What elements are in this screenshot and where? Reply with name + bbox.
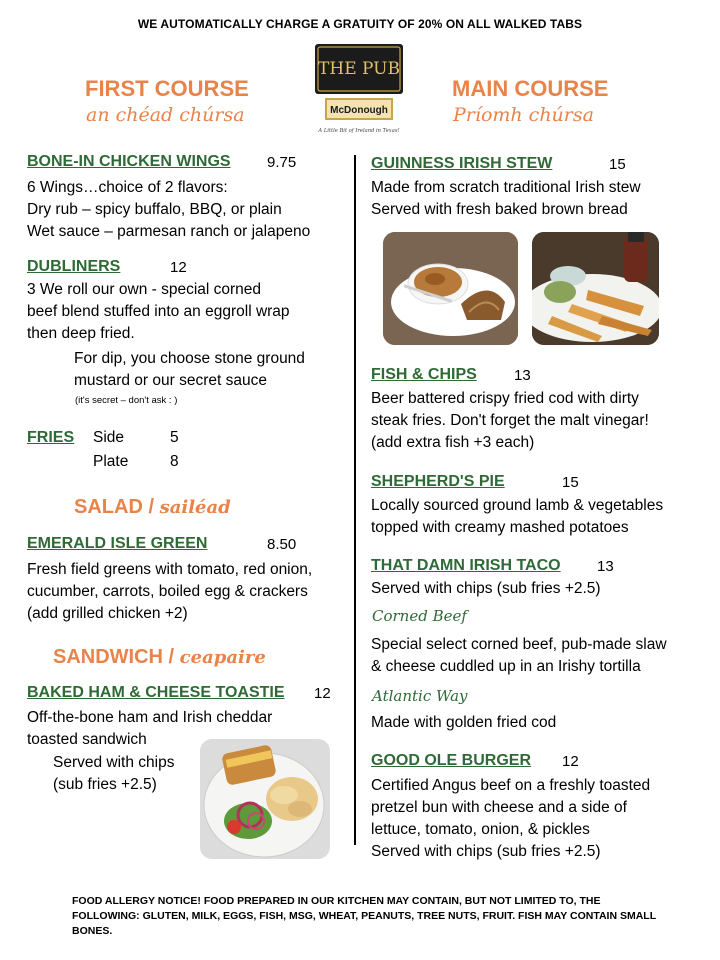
emerald-line: (add grilled chicken +2) bbox=[27, 605, 188, 622]
salad-subtitle: sailéad bbox=[159, 497, 231, 518]
toastie-title: BAKED HAM & CHEESE TOASTIE bbox=[27, 684, 285, 701]
burger-title: GOOD OLE BURGER bbox=[371, 752, 532, 769]
toastie-served-line: Served with chips bbox=[53, 754, 175, 771]
main-course-title: MAIN COURSE bbox=[452, 76, 609, 101]
shepherd-price: 15 bbox=[562, 474, 579, 491]
taco-corned-beef-description bbox=[371, 634, 716, 678]
burger-line: lettuce, tomato, onion, & pickles bbox=[371, 821, 590, 838]
fish-title: FISH & CHIPS bbox=[371, 366, 477, 383]
taco-option-atlantic-way: Atlantic Way bbox=[372, 687, 468, 705]
dip-line: For dip, you choose stone ground bbox=[74, 350, 305, 367]
fish-line: Beer battered crispy fried cod with dirty bbox=[371, 390, 639, 407]
taco-title: THAT DAMN IRISH TACO bbox=[371, 557, 561, 574]
sandwich-heading bbox=[53, 646, 266, 669]
allergy-notice: FOOD ALLERGY NOTICE! FOOD PREPARED IN OUR KITCHEN MAY CONTAIN, BUT NOT LIMITED TO, THE FOLLOWING: GLUTEN, MILK, EGGS, FISH, MSG, WHEAT, PEANUTS, TREE NUTS, FRUIT. FISH MAY CONTAIN SMALL BONES. bbox=[72, 895, 656, 937]
burger-line: Served with chips (sub fries +2.5) bbox=[371, 843, 601, 860]
stew-photo bbox=[383, 232, 518, 345]
wings-line: Dry rub – spicy buffalo, BBQ, or plain bbox=[27, 201, 282, 218]
emerald-line: cucumber, carrots, boiled egg & crackers bbox=[27, 583, 308, 600]
taco-corned-beef-line: Special select corned beef, pub-made slaw bbox=[371, 636, 667, 653]
pub-logo bbox=[313, 44, 405, 136]
fries-plate-label: Plate bbox=[93, 453, 129, 470]
toastie-price: 12 bbox=[314, 685, 331, 702]
taco-corned-beef-line: & cheese cuddled up in an Irishy tortilla bbox=[371, 658, 641, 675]
fish-description bbox=[371, 388, 716, 454]
toastie-served-line: (sub fries +2.5) bbox=[53, 776, 157, 793]
toastie-line: Off-the-bone ham and Irish cheddar bbox=[27, 709, 273, 726]
dip-line: mustard or our secret sauce bbox=[74, 372, 267, 389]
burger-line: Certified Angus beef on a freshly toasted bbox=[371, 777, 651, 794]
fries-plate-price: 8 bbox=[170, 453, 179, 470]
dubliners-price: 12 bbox=[170, 259, 187, 276]
emerald-description bbox=[27, 559, 357, 625]
stew-title: GUINNESS IRISH STEW bbox=[371, 155, 553, 172]
burger-line: pretzel bun with cheese and a side of bbox=[371, 799, 627, 816]
shepherd-description bbox=[371, 495, 716, 539]
dubliners-line: 3 We roll our own - special corned bbox=[27, 281, 262, 298]
shepherd-line: Locally sourced ground lamb & vegetables bbox=[371, 497, 664, 514]
gratuity-notice: WE AUTOMATICALLY CHARGE A GRATUITY OF 20% ON ALL WALKED TABS bbox=[137, 17, 583, 31]
dubliners-dip bbox=[74, 348, 354, 392]
dubliners-line: then deep fried. bbox=[27, 325, 135, 342]
first-course-subtitle: an chéad chúrsa bbox=[86, 104, 245, 126]
burger-price: 12 bbox=[562, 753, 579, 770]
emerald-title: EMERALD ISLE GREEN bbox=[27, 535, 208, 552]
stew-line: Made from scratch traditional Irish stew bbox=[371, 179, 641, 196]
sandwich-title: SANDWICH / bbox=[53, 646, 180, 668]
dubliners-title: DUBLINERS bbox=[27, 258, 121, 275]
fish-line: steak fries. Don't forget the malt vinegar! bbox=[371, 412, 649, 429]
stew-description bbox=[371, 177, 711, 221]
stew-line: Served with fresh baked brown bread bbox=[371, 201, 628, 218]
wings-title: BONE-IN CHICKEN WINGS bbox=[27, 153, 231, 170]
logo-sub: McDonough bbox=[330, 105, 388, 116]
wings-line: Wet sauce – parmesan ranch or jalapeno bbox=[27, 223, 311, 240]
burger-description bbox=[371, 775, 716, 863]
shepherd-line: topped with creamy mashed potatoes bbox=[371, 519, 629, 536]
toastie-line: toasted sandwich bbox=[27, 731, 147, 748]
first-course-title: FIRST COURSE bbox=[85, 76, 249, 101]
fish-price: 13 bbox=[514, 367, 531, 384]
taco-atlantic-way-description: Made with golden fried cod bbox=[371, 714, 557, 731]
logo-name: THE PUB bbox=[318, 59, 400, 79]
fries-side-label: Side bbox=[93, 429, 125, 446]
emerald-line: Fresh field greens with tomato, red onion, bbox=[27, 561, 313, 578]
fries-title: FRIES bbox=[27, 429, 75, 446]
dubliners-note: (it's secret – don't ask : ) bbox=[75, 395, 178, 406]
fish-photo bbox=[532, 232, 659, 345]
taco-option-corned-beef: Corned Beef bbox=[372, 607, 467, 625]
wings-description bbox=[27, 177, 357, 243]
toastie-served bbox=[53, 752, 213, 796]
salad-title: SALAD / bbox=[74, 496, 160, 518]
taco-price: 13 bbox=[597, 558, 614, 575]
main-course-subtitle: Príomh chúrsa bbox=[453, 104, 594, 126]
stew-price: 15 bbox=[609, 156, 626, 173]
wings-line: 6 Wings…choice of 2 flavors: bbox=[27, 179, 228, 196]
logo-tagline: A Little Bit of Ireland in Texas! bbox=[318, 128, 400, 134]
sandwich-subtitle: ceapaire bbox=[179, 647, 266, 668]
shepherd-title: SHEPHERD'S PIE bbox=[371, 473, 505, 490]
sandwich-photo bbox=[200, 739, 330, 859]
emerald-price: 8.50 bbox=[267, 536, 297, 553]
wings-price: 9.75 bbox=[267, 154, 297, 171]
dubliners-line: beef blend stuffed into an eggroll wrap bbox=[27, 303, 290, 320]
fries-side-price: 5 bbox=[170, 429, 179, 446]
salad-heading bbox=[74, 496, 231, 519]
taco-served: Served with chips (sub fries +2.5) bbox=[371, 580, 601, 597]
fish-line: (add extra fish +3 each) bbox=[371, 434, 535, 451]
dubliners-description bbox=[27, 279, 357, 345]
